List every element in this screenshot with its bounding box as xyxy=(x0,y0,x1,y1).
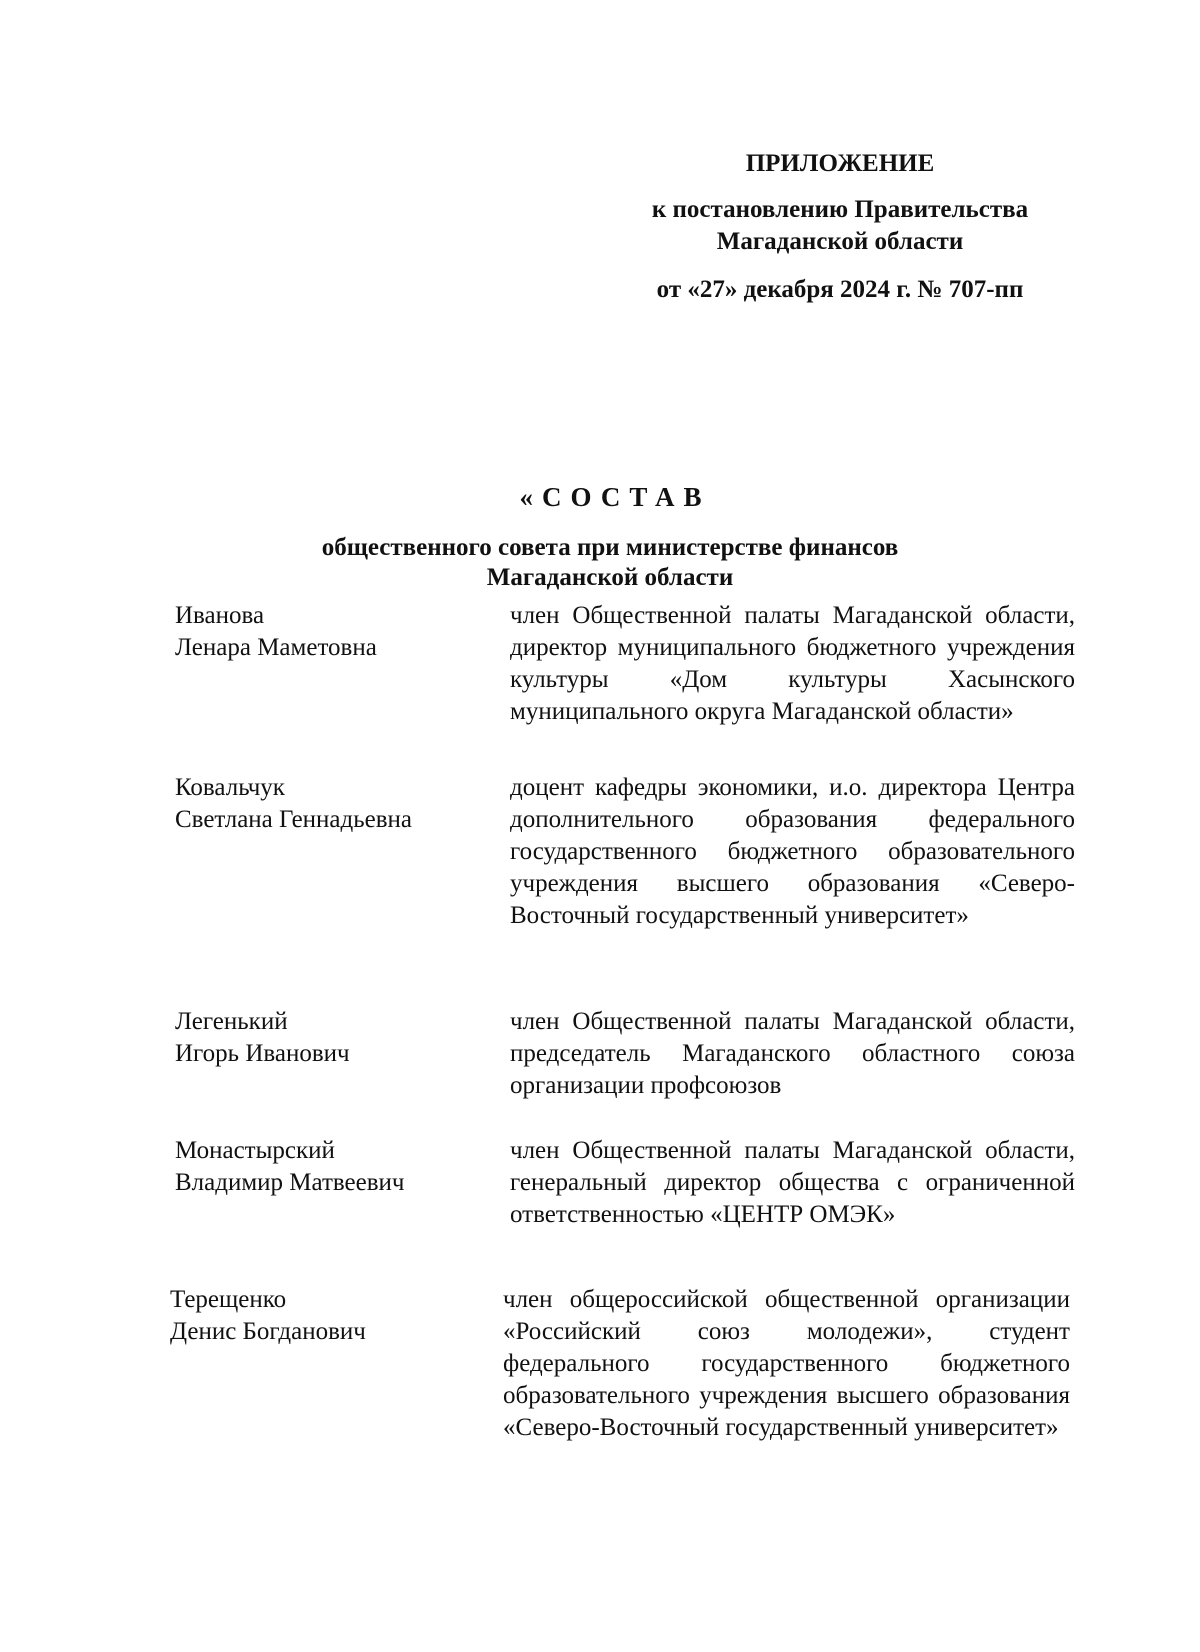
member-name xyxy=(175,1006,495,1070)
member-surname: Монастырский xyxy=(175,1137,335,1164)
member-name xyxy=(175,772,495,836)
document-title xyxy=(0,482,1200,593)
title-sub-1: общественного совета при министерстве финансов xyxy=(321,534,899,561)
member-given-name: Светлана Геннадьевна xyxy=(175,806,413,833)
member-given-name: Ленара Маметовна xyxy=(175,634,377,661)
member-description: член общероссийской общественной организации «Российский союз молодежи», студент федерального государственного бюджетного образовательного учреждения высшего образования «Северо-Восточный государственный университет» xyxy=(503,1286,1070,1441)
title-sub-2: Магаданской области xyxy=(486,564,734,591)
appendix-line-2: Магаданской области xyxy=(716,228,964,255)
member-name xyxy=(175,1135,495,1199)
member-surname: Ковальчук xyxy=(175,774,285,801)
member-given-name: Владимир Матвеевич xyxy=(175,1169,405,1196)
appendix-date: от «27» декабря 2024 г. № 707-пп xyxy=(656,276,1024,303)
appendix-header xyxy=(600,148,1080,306)
member-description: доцент кафедры экономики, и.о. директора Центра дополнительного образования федерального государственного бюджетного образовательного учреждения высшего образования «Северо-Восточный государственный университет» xyxy=(510,774,1075,929)
member-description: член Общественной палаты Магаданской области, директор муниципального бюджетного учреждения культуры «Дом культуры Хасынского муниципального округа Магаданской области» xyxy=(510,602,1075,725)
member-name xyxy=(175,600,495,664)
appendix-line-1: к постановлению Правительства xyxy=(651,196,1029,223)
member-given-name: Игорь Иванович xyxy=(175,1040,350,1067)
appendix-heading: ПРИЛОЖЕНИЕ xyxy=(745,150,935,177)
member-name xyxy=(170,1284,490,1348)
member-description: член Общественной палаты Магаданской области, генеральный директор общества с ограниченной ответственностью «ЦЕНТР ОМЭК» xyxy=(510,1137,1075,1228)
title-main: «СОСТАВ xyxy=(519,482,711,512)
member-surname: Терещенко xyxy=(170,1286,287,1313)
member-given-name: Денис Богданович xyxy=(170,1318,366,1345)
member-surname: Легенький xyxy=(175,1008,288,1035)
member-surname: Иванова xyxy=(175,602,265,629)
member-description: член Общественной палаты Магаданской области, председатель Магаданского областного союза организации профсоюзов xyxy=(510,1008,1075,1099)
